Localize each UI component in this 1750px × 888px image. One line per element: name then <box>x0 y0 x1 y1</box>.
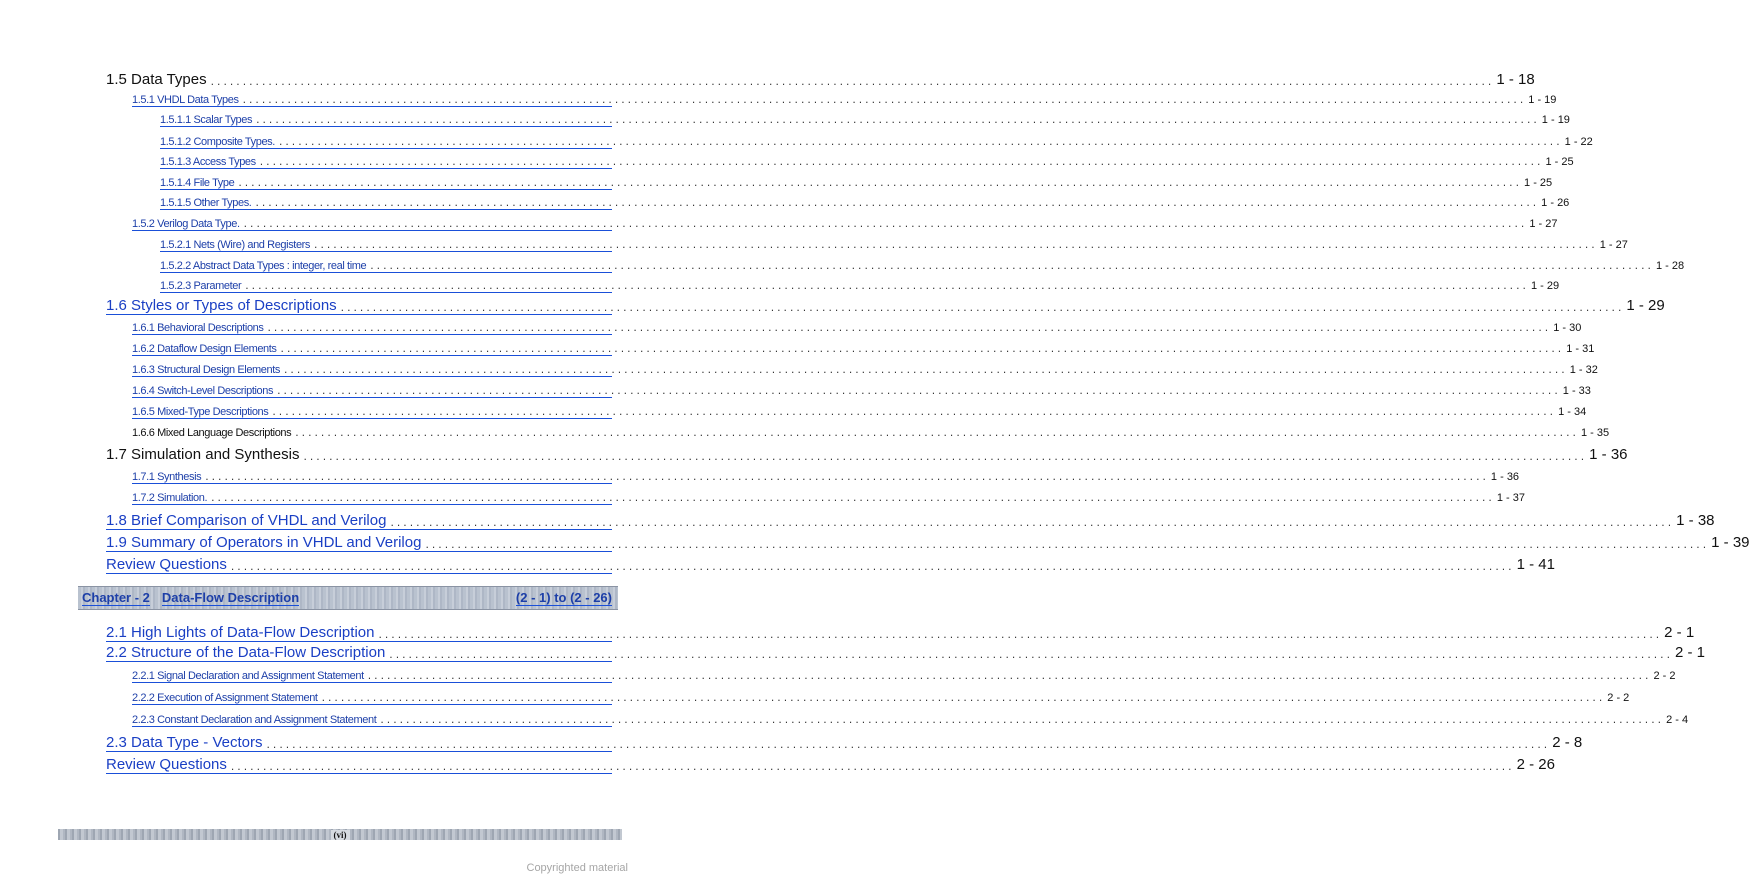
chapter-number[interactable]: Chapter - 2 <box>82 590 150 605</box>
toc-entry-page: 1 - 29 <box>1626 297 1665 314</box>
toc-entry-page: 1 - 18 <box>1496 71 1535 88</box>
dot-leader: ........................................................................................................................................................................................................ <box>265 741 1550 751</box>
toc-entry[interactable] <box>106 731 1583 752</box>
toc-entry[interactable] <box>106 294 1665 315</box>
footer-band <box>58 829 622 840</box>
toc-entry-page: 1 - 31 <box>1566 343 1595 355</box>
toc-entry[interactable] <box>132 214 1558 231</box>
toc-entry-title: 1.5.1.3 Access Types <box>160 156 256 168</box>
toc-entry[interactable] <box>160 132 1593 149</box>
dot-leader: ........................................................................................................................................................................................................ <box>241 96 1526 106</box>
toc-entry <box>132 423 1610 439</box>
toc-entry[interactable] <box>132 688 1630 705</box>
dot-leader: ........................................................................................................................................................................................................ <box>369 262 1653 272</box>
toc-entry-page: 1 - 33 <box>1562 385 1591 397</box>
toc-entry[interactable] <box>132 710 1689 727</box>
dot-leader: ........................................................................................................................................................................................................ <box>283 366 1567 376</box>
toc-entry-title: 2.2.3 Constant Declaration and Assignment Statement <box>132 714 377 726</box>
toc-entry[interactable] <box>160 193 1570 210</box>
chapter-page-range[interactable]: (2 - 1) to (2 - 26) <box>515 590 612 605</box>
toc-entry[interactable] <box>132 488 1525 505</box>
toc-entry-page: 1 - 25 <box>1545 156 1574 168</box>
toc-entry[interactable] <box>160 235 1628 252</box>
toc-entry-page: 1 - 36 <box>1589 446 1628 463</box>
toc-entry[interactable] <box>132 467 1520 484</box>
toc-entry[interactable] <box>132 666 1676 683</box>
dot-leader: ........................................................................................................................................................................................................ <box>209 78 1494 88</box>
toc-entry-page: 2 - 2 <box>1607 692 1630 704</box>
dot-leader: ........................................................................................................................................................................................................ <box>339 304 1624 314</box>
toc-entry-title: 1.5.1.5 Other Types. <box>160 197 252 209</box>
toc-entry-title: 1.5.1.1 Scalar Types <box>160 114 253 126</box>
copyright-watermark: Copyrighted material <box>526 862 628 874</box>
toc-entry-title: 1.5.2.3 Parameter <box>160 280 242 292</box>
toc-entry-title: 1.9 Summary of Operators in VHDL and Verilog <box>106 534 422 551</box>
toc-entry-page: 1 - 19 <box>1528 94 1557 106</box>
dot-leader: ........................................................................................................................................................................................................ <box>271 408 1556 418</box>
toc-entry <box>106 68 1535 88</box>
chapter-title[interactable]: Data-Flow Description <box>161 590 300 605</box>
dot-leader: ........................................................................................................................................................................................................ <box>424 541 1709 551</box>
toc-entry[interactable] <box>106 753 1555 774</box>
toc-entry-title: 1.5.2.2 Abstract Data Types : integer, real time <box>160 260 367 272</box>
toc-entry[interactable] <box>160 173 1553 190</box>
dot-leader: ........................................................................................................................................................................................................ <box>388 651 1672 661</box>
dot-leader: ........................................................................................................................................................................................................ <box>258 158 1543 168</box>
toc-entry-page: 1 - 39 <box>1711 534 1750 551</box>
toc-entry[interactable] <box>132 381 1591 398</box>
toc-entry-title: 1.7.2 Simulation. <box>132 492 208 504</box>
toc-entry-title: 1.5 Data Types <box>106 71 207 88</box>
dot-leader: ........................................................................................................................................................................................................ <box>379 716 1664 726</box>
dot-leader: ........................................................................................................................................................................................................ <box>366 672 1651 682</box>
toc-entry-title: 1.6.2 Dataflow Design Elements <box>132 343 277 355</box>
toc-entry[interactable] <box>160 110 1570 127</box>
toc-entry-title: 1.5.1.2 Composite Types. <box>160 136 275 148</box>
toc-entry-title: 1.6.6 Mixed Language Descriptions <box>132 427 292 439</box>
toc-entry-title: 2.3 Data Type - Vectors <box>106 734 263 751</box>
toc-entry[interactable] <box>106 531 1750 552</box>
toc-entry-page: 2 - 26 <box>1516 756 1555 773</box>
dot-leader: ........................................................................................................................................................................................................ <box>266 324 1551 334</box>
toc-entry-page: 1 - 27 <box>1599 239 1628 251</box>
toc-entry-title: Review Questions <box>106 756 227 773</box>
toc-entry[interactable] <box>106 553 1555 574</box>
toc-entry-page: 1 - 25 <box>1524 177 1553 189</box>
dot-leader: ........................................................................................................................................................................................................ <box>254 199 1539 209</box>
toc-entry-page: 1 - 38 <box>1676 512 1715 529</box>
dot-leader: ........................................................................................................................................................................................................ <box>229 563 1514 573</box>
toc-entry-title: Review Questions <box>106 556 227 573</box>
toc-entry-page: 2 - 8 <box>1552 734 1583 751</box>
toc-entry <box>106 443 1628 463</box>
dot-leader: ........................................................................................................................................................................................................ <box>320 694 1605 704</box>
toc-entry-title: 1.7.1 Synthesis <box>132 471 202 483</box>
toc-entry[interactable] <box>132 339 1595 356</box>
dot-leader: ........................................................................................................................................................................................................ <box>377 631 1662 641</box>
toc-entry-title: 1.6 Styles or Types of Descriptions <box>106 297 337 314</box>
toc-entry-page: 2 - 4 <box>1666 714 1689 726</box>
toc-entry[interactable] <box>160 152 1574 169</box>
toc-entry-page: 1 - 26 <box>1541 197 1570 209</box>
dot-leader: ........................................................................................................................................................................................................ <box>237 179 1522 189</box>
toc-entry[interactable] <box>132 318 1582 335</box>
dot-leader: ........................................................................................................................................................................................................ <box>313 241 1597 251</box>
dot-leader: ........................................................................................................................................................................................................ <box>244 282 1528 292</box>
toc-entry-title: 1.6.1 Behavioral Descriptions <box>132 322 264 334</box>
toc-entry[interactable] <box>132 90 1557 107</box>
toc-entry-page: 1 - 41 <box>1516 556 1555 573</box>
dot-leader: ........................................................................................................................................................................................................ <box>210 494 1494 504</box>
toc-entry-title: 1.5.1 VHDL Data Types <box>132 94 239 106</box>
toc-entry-title: 1.6.3 Structural Design Elements <box>132 364 280 376</box>
toc-entry-page: 1 - 28 <box>1655 260 1685 272</box>
dot-leader: ........................................................................................................................................................................................................ <box>255 116 1539 126</box>
page-number: (vi) <box>331 830 350 840</box>
toc-entry-page: 2 - 1 <box>1664 624 1695 641</box>
toc-entry-title: 2.2 Structure of the Data-Flow Description <box>106 644 386 661</box>
toc-entry-title: 1.6.4 Switch-Level Descriptions <box>132 385 274 397</box>
dot-leader: ........................................................................................................................................................................................................ <box>279 345 1564 355</box>
toc-entry-page: 1 - 32 <box>1569 364 1598 376</box>
toc-entry-page: 1 - 36 <box>1490 471 1520 483</box>
toc-entry-page: 2 - 2 <box>1653 670 1676 682</box>
toc-entry-page: 1 - 34 <box>1558 406 1587 418</box>
toc-entry-page: 1 - 27 <box>1529 218 1558 230</box>
toc-entry[interactable] <box>160 256 1685 273</box>
toc-entry-page: 1 - 29 <box>1530 280 1560 292</box>
dot-leader: ........................................................................................................................................................................................................ <box>294 429 1578 439</box>
toc-entry-title: 1.6.5 Mixed-Type Descriptions <box>132 406 269 418</box>
dot-leader: ........................................................................................................................................................................................................ <box>389 519 1674 529</box>
toc-entry-title: 2.2.2 Execution of Assignment Statement <box>132 692 318 704</box>
dot-leader: ........................................................................................................................................................................................................ <box>242 220 1527 230</box>
toc-entry-page: 1 - 19 <box>1541 114 1570 126</box>
toc-entry[interactable] <box>106 641 1706 662</box>
toc-entry-page: 1 - 22 <box>1564 136 1593 148</box>
dot-leader: ........................................................................................................................................................................................................ <box>276 387 1560 397</box>
toc-entry-page: 2 - 1 <box>1675 644 1706 661</box>
toc-entry[interactable] <box>106 509 1715 530</box>
toc-entry-page: 1 - 37 <box>1496 492 1525 504</box>
toc-entry-page: 1 - 30 <box>1553 322 1582 334</box>
toc-entry-page: 1 - 35 <box>1580 427 1610 439</box>
dot-leader: ........................................................................................................................................................................................................ <box>229 763 1514 773</box>
toc-entry-title: 1.7 Simulation and Synthesis <box>106 446 300 463</box>
dot-leader: ........................................................................................................................................................................................................ <box>302 453 1587 463</box>
toc-entry-title: 1.5.2.1 Nets (Wire) and Registers <box>160 239 311 251</box>
toc-entry-title: 1.5.1.4 File Type <box>160 177 235 189</box>
toc-entry[interactable] <box>106 621 1695 642</box>
toc-entry-title: 1.5.2 Verilog Data Type. <box>132 218 240 230</box>
toc-entry[interactable] <box>132 360 1598 377</box>
toc-entry-title: 1.8 Brief Comparison of VHDL and Verilog <box>106 512 387 529</box>
dot-leader: ........................................................................................................................................................................................................ <box>204 473 1488 483</box>
toc-entry-title: 2.1 High Lights of Data-Flow Description <box>106 624 375 641</box>
toc-entry[interactable] <box>160 276 1560 293</box>
chapter-banner[interactable] <box>78 586 618 610</box>
toc-entry[interactable] <box>132 402 1587 419</box>
toc-entry-title: 2.2.1 Signal Declaration and Assignment Statement <box>132 670 364 682</box>
dot-leader: ........................................................................................................................................................................................................ <box>277 138 1562 148</box>
